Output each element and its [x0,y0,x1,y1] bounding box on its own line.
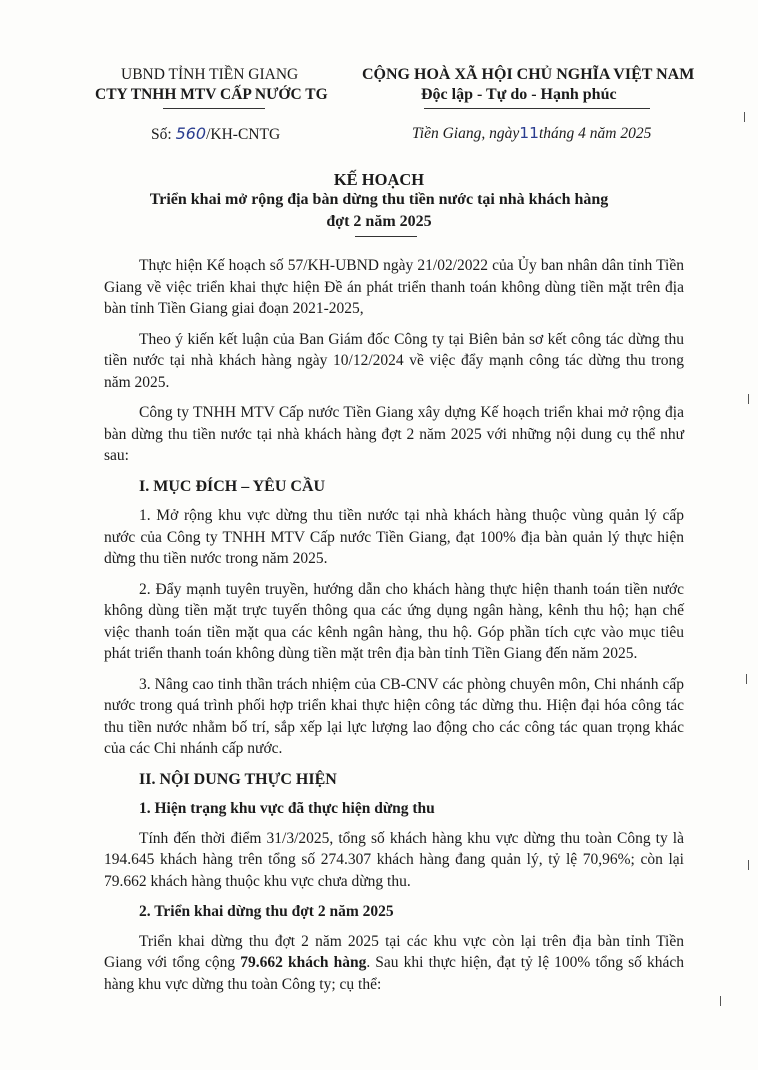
document-subtitle-2: đợt 2 năm 2025 [326,213,432,230]
date-day: 11 [519,124,539,142]
ref-number: 560 [175,124,207,143]
section-2-paragraph-1: Tính đến thời điểm 31/3/2025, tổng số khách hàng khu vực dừng thu toàn Công ty là 194.645 khách hàng trên tổng số 274.307 khách hàng đang quản lý, tỷ lệ 70,96%; còn lại 79.662 khách hàng thuộc khu vực chưa dừng thu. [104,829,684,890]
org-line1: UBND TỈNH TIỀN GIANG [121,66,299,83]
paragraph-1: Thực hiện Kế hoạch số 57/KH-UBND ngày 21/02/2022 của Ủy ban nhân dân tỉnh Tiền Giang về việc triển khai thực hiện Đề án phát triển thanh toán không dùng tiền mặt trên địa bàn tỉnh Tiền Giang giai đoạn 2021-2025, [104,257,684,317]
s2p2-bold-count: 79.662 khách hàng [240,954,367,971]
section-2-paragraph-2 [104,931,684,996]
section-1-item-1: 1. Mở rộng khu vực dừng thu tiền nước tại nhà khách hàng thuộc vùng quản lý cấp nước của Công ty TNHH MTV Cấp nước Tiền Giang, đạt 100% địa bàn quản lý thực hiện dừng thu tiền nước trong năm 2025. [104,507,684,567]
margin-mark [748,860,749,870]
section-1-item-2: 2. Đẩy mạnh tuyên truyền, hướng dẫn cho khách hàng thực hiện thanh toán tiền nước không dùng tiền mặt trực tuyến thông qua các ứng dụng ngân hàng, kênh thu hộ; hạn chế việc thanh toán tiền mặt qua các kênh ngân hàng, thu hộ. Góp phần tích cực vào mục tiêu phát triển thanh toán không dùng tiền mặt trên địa bàn tỉnh Tiền Giang đến năm 2025. [104,580,684,662]
date-prefix: Tiền Giang, ngày [412,125,520,142]
s2p2-text-a: Triển khai dừng thu đợt 2 năm 2025 tại các khu vực còn lại trên địa bàn tỉnh Tiền Giang với tổng cộng [104,932,684,971]
document-body [104,255,684,1004]
margin-mark [744,112,745,122]
margin-mark [748,394,749,404]
nation-underline [424,108,650,109]
paragraph-2: Theo ý kiến kết luận của Ban Giám đốc Công ty tại Biên bản sơ kết công tác dừng thu tiền nước tại nhà khách hàng ngày 10/12/2024 về việc đẩy mạnh công tác dừng thu trong năm 2025. [104,330,684,391]
margin-mark [720,996,721,1006]
document-number [151,124,280,144]
section-2-heading: II. NỘI DUNG THỰC HIỆN [139,770,337,788]
s2p2-text-b: . Sau khi thực hiện, đạt tỷ lệ 100% tổng số khách hàng khu vực dừng thu toàn Công ty; cụ thể: [104,954,684,993]
org-line2: CTY TNHH MTV CẤP NƯỚC TG [95,86,328,103]
section-2-subheading-1: 1. Hiện trạng khu vực đã thực hiện dừng thu [139,800,435,817]
section-1-item-3: 3. Nâng cao tinh thần trách nhiệm của CB-CNV các phòng chuyên môn, Chi nhánh cấp nước trong quá trình phối hợp triển khai thực hiện công tác dừng thu. Hiện đại hóa công tác thu tiền nước nhằm bố trí, sắp xếp lại lực lượng lao động cho các công tác quan trọng khác của các Chi nhánh cấp nước. [104,675,684,757]
paragraph-3: Công ty TNHH MTV Cấp nước Tiền Giang xây dựng Kế hoạch triển khai mở rộng địa bàn dừng thu tiền nước tại nhà khách hàng đợt 2 năm 2025 với những nội dung cụ thể như sau: [104,404,684,464]
nation-line1: CỘNG HOÀ XÃ HỘI CHỦ NGHĨA VIỆT NAM [362,66,695,83]
ref-prefix: Số: [151,126,176,143]
section-2-subheading-2: 2. Triển khai dừng thu đợt 2 năm 2025 [139,903,394,920]
ref-suffix: /KH-CNTG [206,126,281,143]
document-date [412,124,651,143]
title-underline [355,236,417,237]
document-subtitle-1: Triển khai mở rộng địa bàn dừng thu tiền nước tại nhà khách hàng [149,191,609,208]
nation-line2: Độc lập - Tự do - Hạnh phúc [421,86,617,103]
margin-mark [746,674,747,684]
section-1-heading: I. MỤC ĐÍCH – YÊU CẦU [139,477,326,495]
date-suffix: tháng 4 năm 2025 [538,125,652,142]
org-underline [163,108,265,109]
document-title: KẾ HOẠCH [333,170,425,189]
